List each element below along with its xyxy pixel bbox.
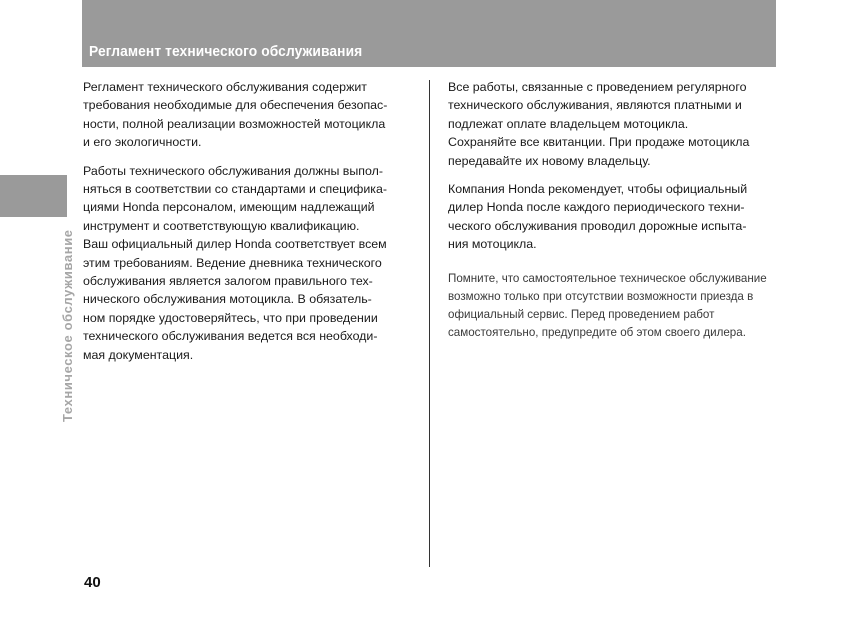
paragraph-road-test [448, 180, 784, 254]
text-line: передавайте их новому владельцу. [448, 153, 651, 168]
section-side-label: Техническое обслуживание [60, 229, 75, 422]
text-line: и его экологичности. [83, 135, 202, 150]
text-line: обслуживания является залогом правильного тех- [83, 274, 373, 289]
text-line: нического обслуживания мотоцикла. В обязатель- [83, 292, 372, 307]
paragraph-maintenance-schedule [83, 78, 419, 152]
text-line: инструмент и соответствующую квалификацию. [83, 218, 360, 233]
paragraph-paid-services [448, 78, 784, 170]
section-side-tab [0, 175, 67, 217]
text-line: Ваш официальный дилер Honda соответствует всем [83, 237, 387, 252]
text-line: ном порядке удостоверяйтесь, что при проведении [83, 310, 378, 325]
text-line: ния мотоцикла. [448, 237, 537, 252]
text-line: Все работы, связанные с проведением регулярного [448, 80, 747, 94]
text-line: мая документация. [83, 347, 194, 362]
text-line: Компания Honda рекомендует, чтобы официальный [448, 182, 748, 197]
text-line: технического обслуживания ведется вся необходи- [83, 329, 378, 344]
text-line: требования необходимые для обеспечения безопас- [83, 98, 388, 113]
self-service-note [448, 270, 784, 343]
text-line: циями Honda персоналом, имеющим надлежащий [83, 200, 375, 215]
text-line: технического обслуживания, являются платными и [448, 98, 742, 113]
page-number: 40 [84, 574, 101, 591]
paragraph-maintenance-standards [83, 162, 419, 364]
left-text-column [83, 78, 419, 374]
text-line: дилер Honda после каждого периодического техни- [448, 200, 745, 215]
text-line: Работы технического обслуживания должны выпол- [83, 163, 383, 178]
column-divider [429, 80, 430, 567]
text-line: этим требованиям. Ведение дневника технического [83, 255, 382, 270]
note-line: официальный сервис. Перед проведением работ [448, 308, 715, 322]
note-line: возможно только при отсутствии возможности приезда в [448, 289, 754, 303]
section-header-bar [82, 0, 776, 67]
text-line: няться в соответствии со стандартами и специфика- [83, 182, 387, 197]
text-line: Сохраняйте все квитанции. При продаже мотоцикла [448, 135, 750, 150]
note-line: самостоятельно, предупредите об этом своего дилера. [448, 326, 746, 340]
text-line: Регламент технического обслуживания содержит [83, 80, 367, 94]
text-line: ческого обслуживания проводил дорожные испыта- [448, 218, 747, 233]
text-line: ности, полной реализации возможностей мотоцикла [83, 116, 386, 131]
right-text-column [448, 78, 784, 352]
note-line: Помните, что самостоятельное техническое обслуживание [448, 271, 767, 285]
text-line: подлежат оплате владельцем мотоцикла. [448, 116, 689, 131]
page-title: Регламент технического обслуживания [89, 43, 363, 60]
